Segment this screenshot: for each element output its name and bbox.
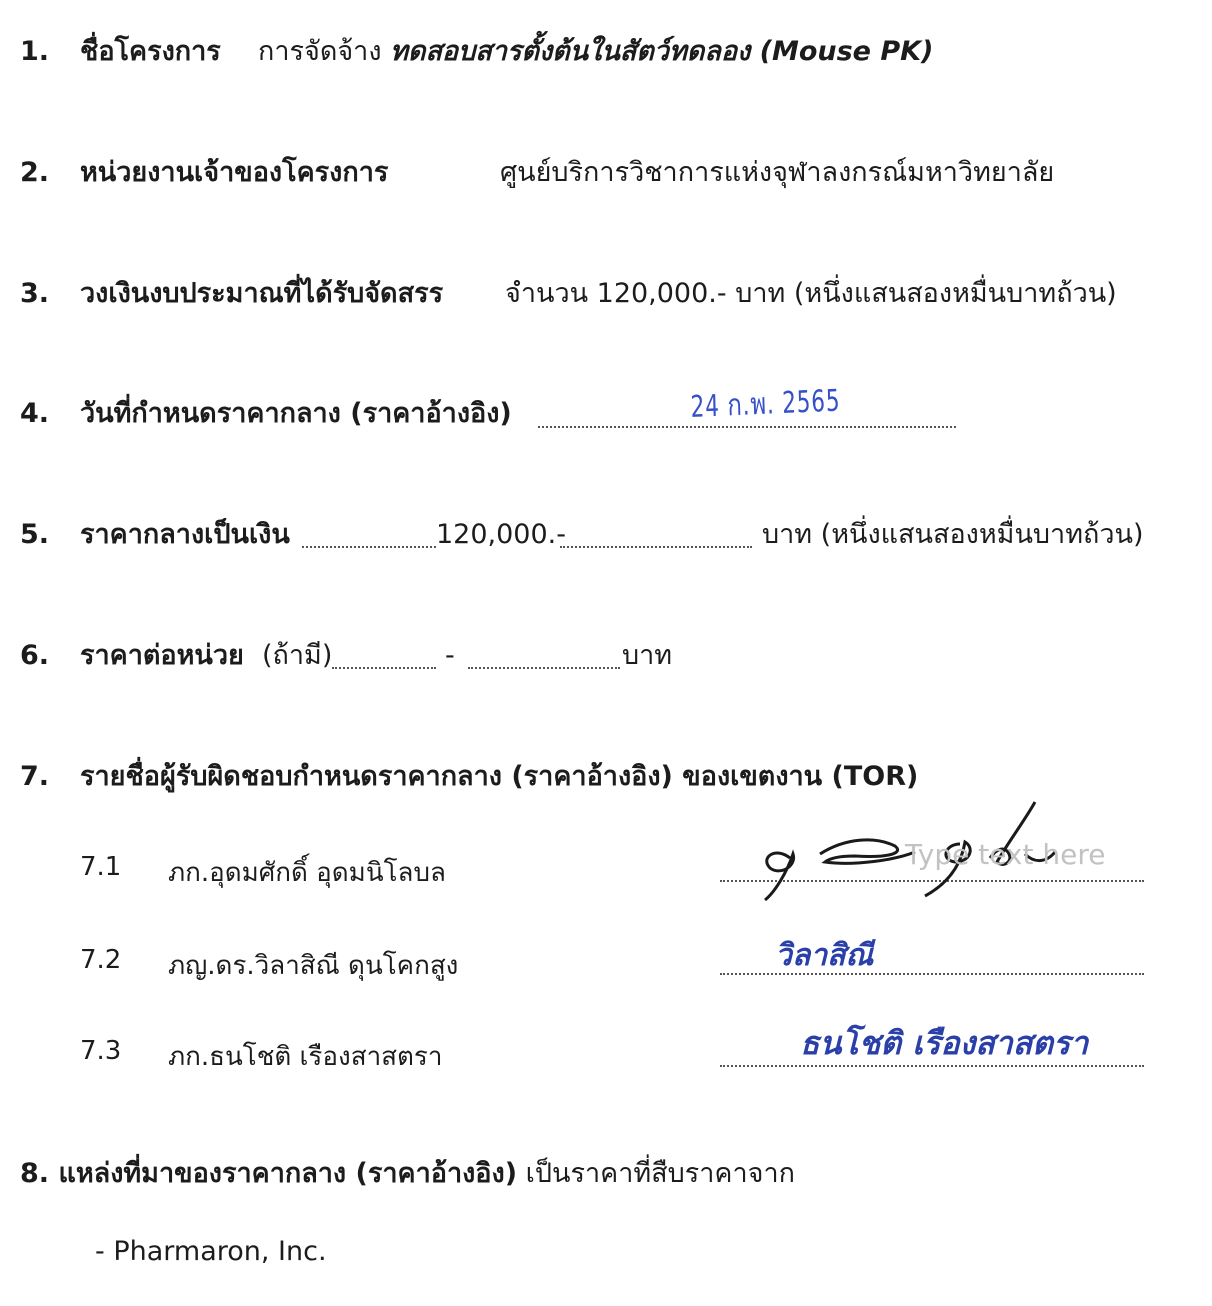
item-3-number-wrap bbox=[20, 276, 49, 312]
item-2-label: หน่วยงานเจ้าของโครงการ bbox=[80, 157, 389, 188]
item-5-dots-left bbox=[302, 546, 436, 548]
member-3-number: 7.3 bbox=[80, 1036, 122, 1066]
price-source: - Pharmaron, Inc. bbox=[95, 1236, 327, 1267]
item-1-content bbox=[80, 34, 933, 70]
item-6-dots-left bbox=[332, 667, 436, 669]
budget-amount: จำนวน 120,000.- บาท (หนึ่งแสนสองหมื่นบาทถ้วน) bbox=[505, 278, 1117, 309]
item-7-label: รายชื่อผู้รับผิดชอบกำหนดราคากลาง (ราคาอ้างอิง) ของเขตงาน (TOR) bbox=[80, 761, 919, 792]
item-5-dots-right bbox=[560, 546, 752, 548]
item-8-rest: เป็นราคาที่สืบราคาจาก bbox=[525, 1158, 795, 1189]
item-4-number: 4. bbox=[20, 398, 50, 429]
item-1 bbox=[20, 34, 49, 70]
item-3-label: วงเงินงบประมาณที่ได้รับจัดสรร bbox=[80, 278, 444, 309]
item-1-prefix: การจัดจ้าง bbox=[258, 36, 382, 67]
item-6-dash: - bbox=[445, 640, 455, 671]
item-6-unit: บาท bbox=[622, 640, 673, 671]
member-2-name: ภญ.ดร.วิลาสิณี ดุนโคกสูง bbox=[168, 951, 459, 981]
item-3-number: 3. bbox=[20, 278, 50, 309]
member-1-name: ภก.อุดมศักดิ์ อุดมนิโลบล bbox=[168, 858, 446, 888]
item-7-number: 7. bbox=[20, 761, 50, 792]
median-price-words: บาท (หนึ่งแสนสองหมื่นบาทถ้วน) bbox=[762, 519, 1144, 550]
item-5-number: 5. bbox=[20, 519, 50, 550]
item-5-number-wrap bbox=[20, 517, 49, 553]
item-4-label: วันที่กำหนดราคากลาง (ราคาอ้างอิง) bbox=[80, 398, 512, 429]
item-6-number-wrap bbox=[20, 638, 49, 674]
item-4-number-wrap bbox=[20, 396, 49, 432]
project-title: ทดสอบสารตั้งต้นในสัตว์ทดลอง (Mouse PK) bbox=[390, 36, 934, 67]
member-1-number: 7.1 bbox=[80, 852, 122, 882]
item-6-note: (ถ้ามี) bbox=[262, 640, 333, 671]
item-6-number: 6. bbox=[20, 640, 50, 671]
member-3-name: ภก.ธนโชติ เรืองสาสตรา bbox=[168, 1042, 443, 1072]
item-6-dots-right bbox=[468, 667, 620, 669]
owner-department: ศูนย์บริการวิชาการแห่งจุฬาลงกรณ์มหาวิทยาลัย bbox=[500, 157, 1055, 188]
item-8-label: 8. แหล่งที่มาของราคากลาง (ราคาอ้างอิง) bbox=[20, 1158, 518, 1189]
median-price: 120,000.- bbox=[436, 519, 566, 550]
date-stamp: 24 ก.พ. 2565 bbox=[690, 383, 841, 425]
item-1-label: ชื่อโครงการ bbox=[80, 36, 221, 67]
type-text-placeholder[interactable]: Type text here bbox=[905, 838, 1106, 871]
member-2-signature: วิลาสิณี bbox=[775, 938, 874, 973]
item-2-number-wrap bbox=[20, 155, 49, 191]
member-2-number: 7.2 bbox=[80, 945, 122, 975]
item-1-number: 1. bbox=[20, 36, 50, 67]
item-2-number: 2. bbox=[20, 157, 50, 188]
item-7-number-wrap bbox=[20, 759, 49, 795]
item-6-label: ราคาต่อหน่วย bbox=[80, 640, 244, 671]
item-8 bbox=[20, 1156, 795, 1192]
member-3-signature: ธนโชติ เรืองสาสตรา bbox=[800, 1024, 1089, 1062]
item-5-label: ราคากลางเป็นเงิน bbox=[80, 519, 290, 550]
